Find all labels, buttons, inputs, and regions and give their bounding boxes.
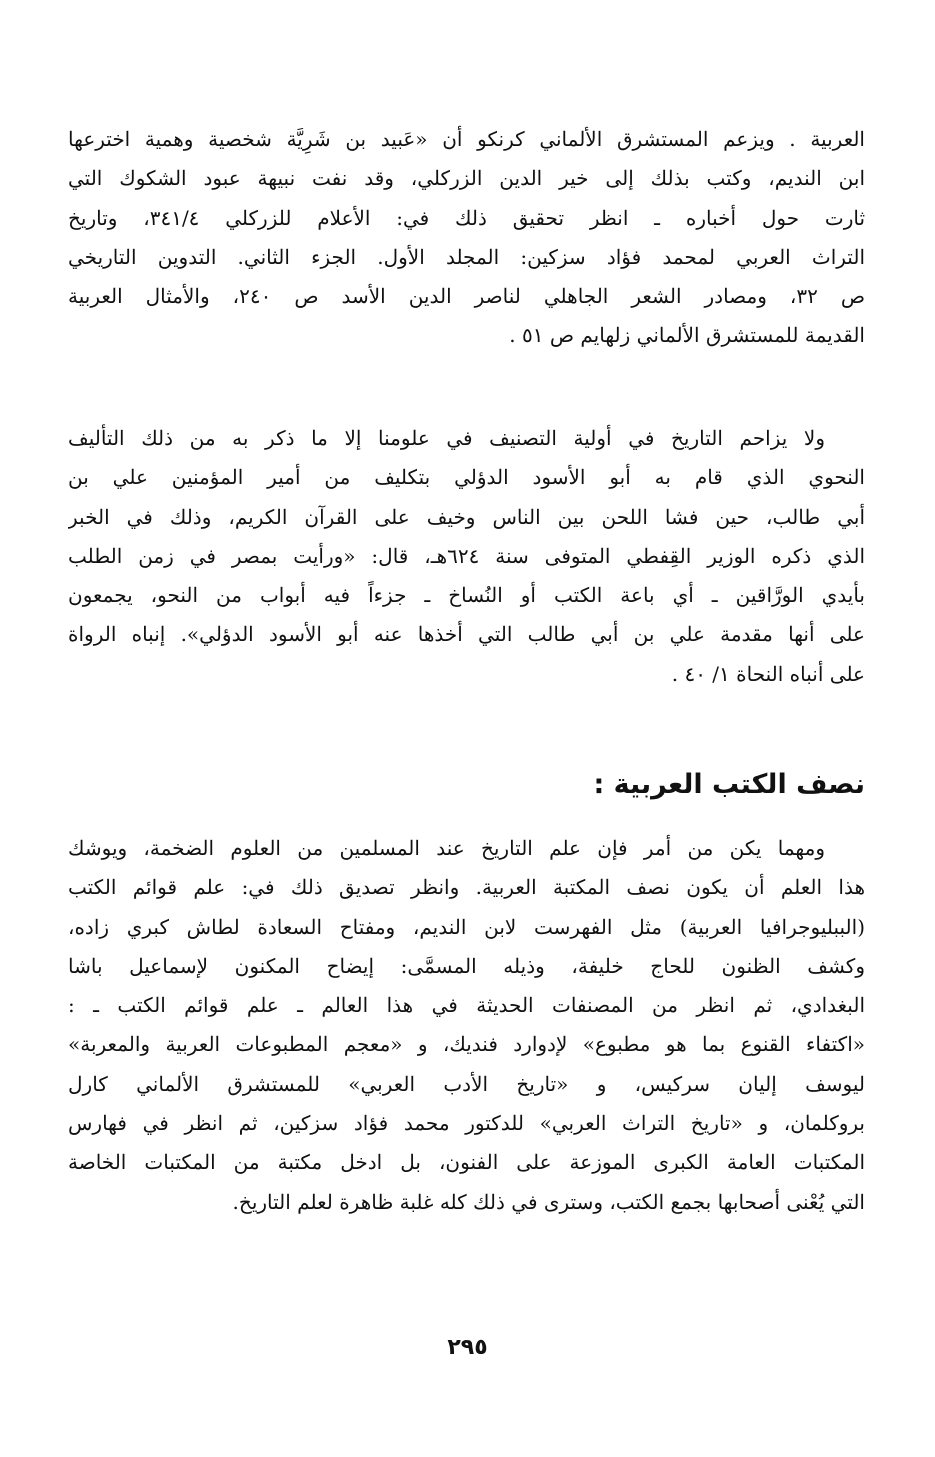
text-line: «اكتفاء القنوع بما هو مطبوع» لإدوارد فنديك، و «معجم المطبوعات العربية والمعربة»: [68, 1032, 865, 1057]
text-line: التي يُعْنى أصحابها بجمع الكتب، وسترى في ذلك كله غلبة ظاهرة لعلم التاريخ.: [232, 1189, 865, 1214]
section-heading: نصف الكتب العربية :: [593, 769, 865, 800]
page-number: ٢٩٥: [447, 1335, 488, 1360]
text-line: هذا العلم أن يكون نصف المكتبة العربية. وانظر تصديق ذلك في: علم قوائم الكتب: [68, 875, 865, 900]
text-line: بأيدي الورَّاقين ـ أي باعة الكتب أو النُساخ ـ جزءاً فيه أبواب من النحو، يجمعون: [68, 583, 865, 608]
text-line: النحوي الذي قام به أبو الأسود الدؤلي بتكليف من أمير المؤمنين علي بن: [68, 465, 865, 490]
text-line: على أنها مقدمة علي بن أبي طالب التي أخذها عنه أبو الأسود الدؤلي». إنباه الرواة: [68, 622, 865, 647]
text-line: ومهما يكن من أمر فإن علم التاريخ عند المسلمين من العلوم الضخمة، ويوشك: [68, 836, 825, 860]
text-line: ثارت حول أخباره ـ انظر تحقيق ذلك في: الأعلام للزركلي ٣٤١/٤، وتاريخ: [68, 205, 865, 230]
text-line: البغدادي، ثم انظر من المصنفات الحديثة في هذا العالم ـ علم قوائم الكتب ـ :: [68, 993, 865, 1018]
text-line: القديمة للمستشرق الألماني زلهايم ص ٥١ .: [509, 323, 865, 348]
text-line: بروكلمان، و «تاريخ التراث العربي» للدكتور محمد فؤاد سزكين، ثم انظر في فهارس: [68, 1111, 865, 1136]
text-line: ليوسف إليان سركيس، و «تاريخ الأدب العربي» للمستشرق الألماني كارل: [68, 1071, 865, 1096]
text-line: العربية . ويزعم المستشرق الألماني كرنكو أن «عَبيد بن شَرِيَّة شخصية وهمية اخترعها: [68, 127, 865, 151]
text-line: ابن النديم، وكتب بذلك إلى خير الدين الزركلي، وقد نفت نبيهة عبود الشكوك التي: [68, 166, 865, 191]
paragraph-first: [68, 419, 865, 694]
text-line: وكشف الظنون للحاج خليفة، وذيله المسمَّى: إيضاح المكنون لإسماعيل باشا: [68, 953, 865, 978]
text-line: التراث العربي لمحمد فؤاد سزكين: المجلد الأول. الجزء الثاني. التدوين التاريخي: [68, 244, 865, 269]
text-line: المكتبات العامة الكبرى الموزعة على الفنون، بل ادخل مكتبة من المكتبات الخاصة: [68, 1150, 865, 1175]
text-line: ولا يزاحم التاريخ في أولية التصنيف في علومنا إلا ما ذكر به من ذلك التأليف: [68, 426, 825, 450]
paragraph-second: [68, 829, 865, 1222]
text-line: الذي ذكره الوزير القِفطي المتوفى سنة ٦٢٤هـ، قال: «ورأيت بمصر في زمن الطلب: [68, 543, 865, 568]
footnote-continuation: [68, 120, 865, 356]
text-line: (الببليوجرافيا العربية) مثل الفهرست لابن النديم، ومفتاح السعادة لطاش كبري زاده،: [68, 914, 865, 939]
text-line: على أنباه النحاة ١/ ٤٠ .: [671, 661, 865, 686]
text-line: ص ٣٢، ومصادر الشعر الجاهلي لناصر الدين الأسد ص ٢٤٠، والأمثال العربية: [68, 284, 865, 309]
text-line: أبي طالب، حين فشا اللحن بين الناس وخيف على القرآن الكريم، وذلك في الخبر: [68, 504, 865, 529]
